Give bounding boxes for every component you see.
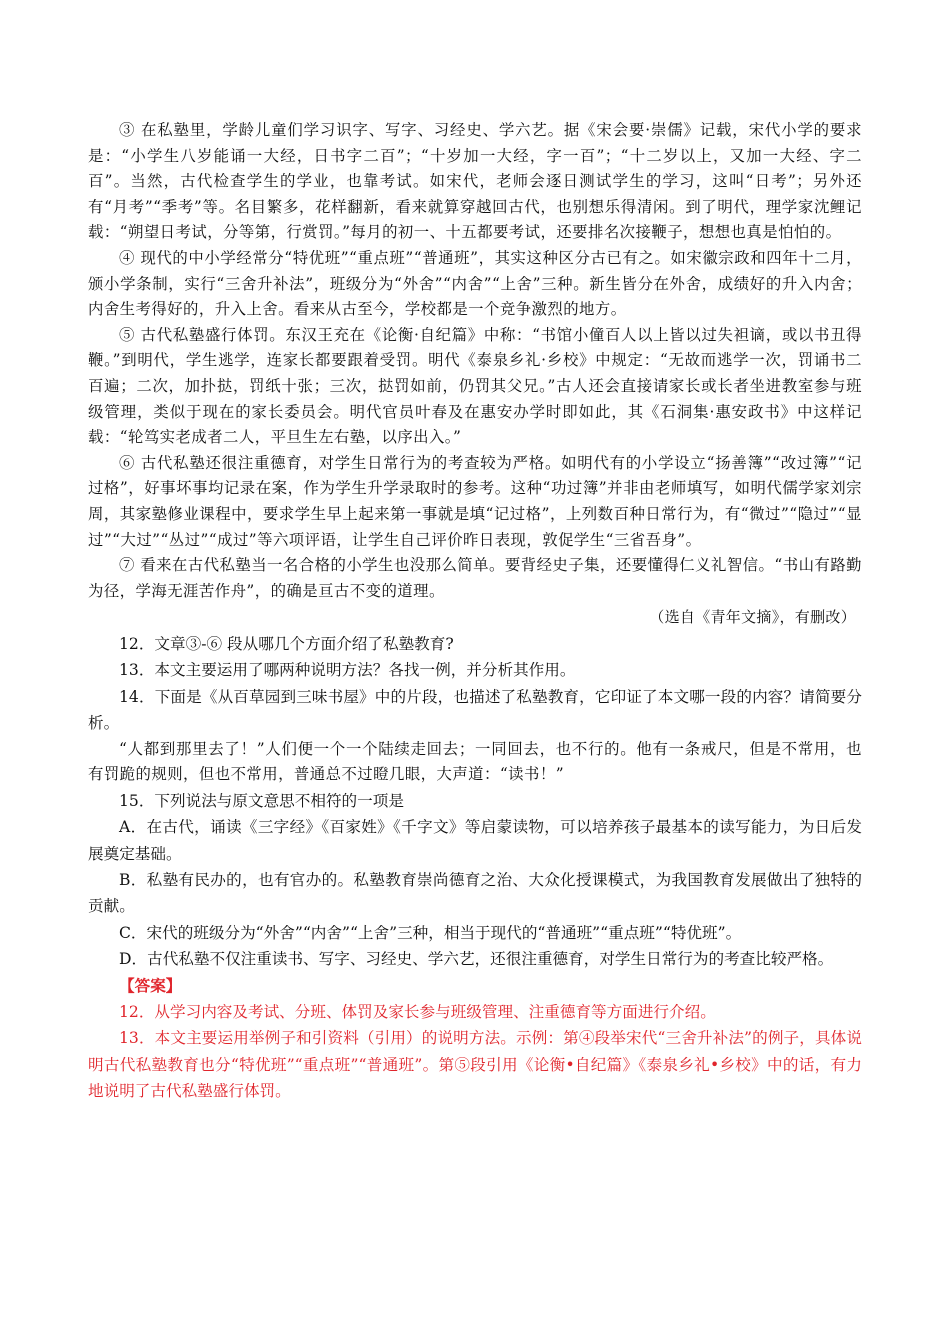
question-14: 14．下面是《从百草园到三味书屋》中的片段，也描述了私塾教育，它印证了本文哪一段的内容？请简要分析。 <box>88 687 862 733</box>
question-15: 15．下列说法与原文意思不相符的一项是 <box>119 791 404 810</box>
answer-13: 13．本文主要运用举例子和引资料（引用）的说明方法。示例：第④段举宋代“三舍升补法”的例子，具体说明古代私塾教育也分“特优班”“重点班”“普通班”。第⑤段引用《论衡•自纪篇》《泰泉乡礼•乡校》中的话，有力地说明了古代私塾盛行体罚。 <box>88 1029 862 1101</box>
paragraph-6: ⑥ 古代私塾还很注重德育，对学生日常行为的考查较为严格。如明代有的小学设立“扬善簿”“改过簿”“记过格”，好事坏事均记录在案，作为学生升学录取时的参考。这种“功过簿”并非由老师填写，如明代儒学家刘宗周，其家塾修业课程中，要求学生早上起来第一事就是填“记过格”，上列数百种日常行为，有“微过”“隐过”“显过”“大过”“丛过”“成过”等六项评语，让学生自己评价昨日表现，敦促学生“三省吾身”。 <box>88 453 862 549</box>
paragraph-3: ③ 在私塾里，学龄儿童们学习识字、写字、习经史、学六艺。据《宋会要·崇儒》记载，宋代小学的要求是：“小学生八岁能诵一大经，日书字二百”；“十岁加一大经，字一百”；“十二岁以上，又加一大经、字二百”。当然，古代检查学生的学业，也靠考试。如宋代，老师会逐日测试学生的学习，这叫“日考”；另外还有“月考”“季考”等。名目繁多，花样翻新，看来就算穿越回古代，也别想乐得清闲。到了明代，理学家沈鲤记载：“朔望日考试，分等第，行赏罚。”每月的初一、十五都要考试，还要排名次接鞭子，想想也真是怕怕的。 <box>88 121 862 242</box>
option-c: C．宋代的班级分为“外舍”“内舍”“上舍”三种，相当于现代的“普通班”“重点班”“特优班”。 <box>119 923 742 942</box>
paragraph-5: ⑤ 古代私塾盛行体罚。东汉王充在《论衡·自纪篇》中称：“书馆小僮百人以上皆以过失袒谪，或以书丑得鞭。”到明代，学生逃学，连家长都要跟着受罚。明代《泰泉乡礼·乡校》中规定：“无故而逃学一次，罚诵书二百遍；二次，加扑挞，罚纸十张；三次，挞罚如前，仍罚其父兄。”古人还会直接请家长或长者坐进教室参与班级管理，类似于现在的家长委员会。明代官员叶春及在惠安办学时即如此，其《石洞集·惠安政书》中这样记载：“轮笃实老成者二人，平旦生左右塾，以序出入。” <box>88 325 862 447</box>
question-14-excerpt: “人都到那里去了！”人们便一个一个陆续走回去；一同回去，也不行的。他有一条戒尺，但是不常用，也有罚跪的规则，但也不常用，普通总不过瞪几眼，大声道：“读书！” <box>88 739 862 784</box>
document-page <box>88 118 862 1105</box>
question-12: 12．文章③-⑥ 段从哪几个方面介绍了私塾教育? <box>119 634 454 653</box>
option-b: B．私塾有民办的，也有官办的。私塾教育崇尚德育之治、大众化授课模式，为我国教育发展做出了独特的贡献。 <box>88 870 862 916</box>
answer-heading: 【答案】 <box>119 975 182 995</box>
paragraph-7: ⑦ 看来在古代私塾当一名合格的小学生也没那么简单。要背经史子集，还要懂得仁义礼智信。“书山有路勤为径，学海无涯苦作舟”，的确是亘古不变的道理。 <box>88 556 862 600</box>
question-13: 13．本文主要运用了哪两种说明方法？各找一例，并分析其作用。 <box>119 661 576 680</box>
source-citation: （选自《青年文摘》，有删改） <box>649 608 856 627</box>
option-a: A．在古代，诵读《三字经》《百家姓》《千字文》等启蒙读物，可以培养孩子最基本的读写能力，为日后发展奠定基础。 <box>88 818 862 863</box>
option-d: D．古代私塾不仅注重读书、写字、习经史、学六艺，还很注重德育，对学生日常行为的考查比较严格。 <box>119 950 834 969</box>
paragraph-4: ④ 现代的中小学经常分“特优班”“重点班”“普通班”，其实这种区分古已有之。如宋徽宗政和四年十二月，颁小学条制，实行“三舍升补法”，班级分为“外舍”“内舍”“上舍”三种。新生皆分在外舍，成绩好的升入内舍；内舍生考得好的，升入上舍。看来从古至今，学校都是一个竞争激烈的地方。 <box>88 248 862 319</box>
answer-12: 12．从学习内容及考试、分班、体罚及家长参与班级管理、注重德育等方面进行介绍。 <box>119 1002 716 1021</box>
